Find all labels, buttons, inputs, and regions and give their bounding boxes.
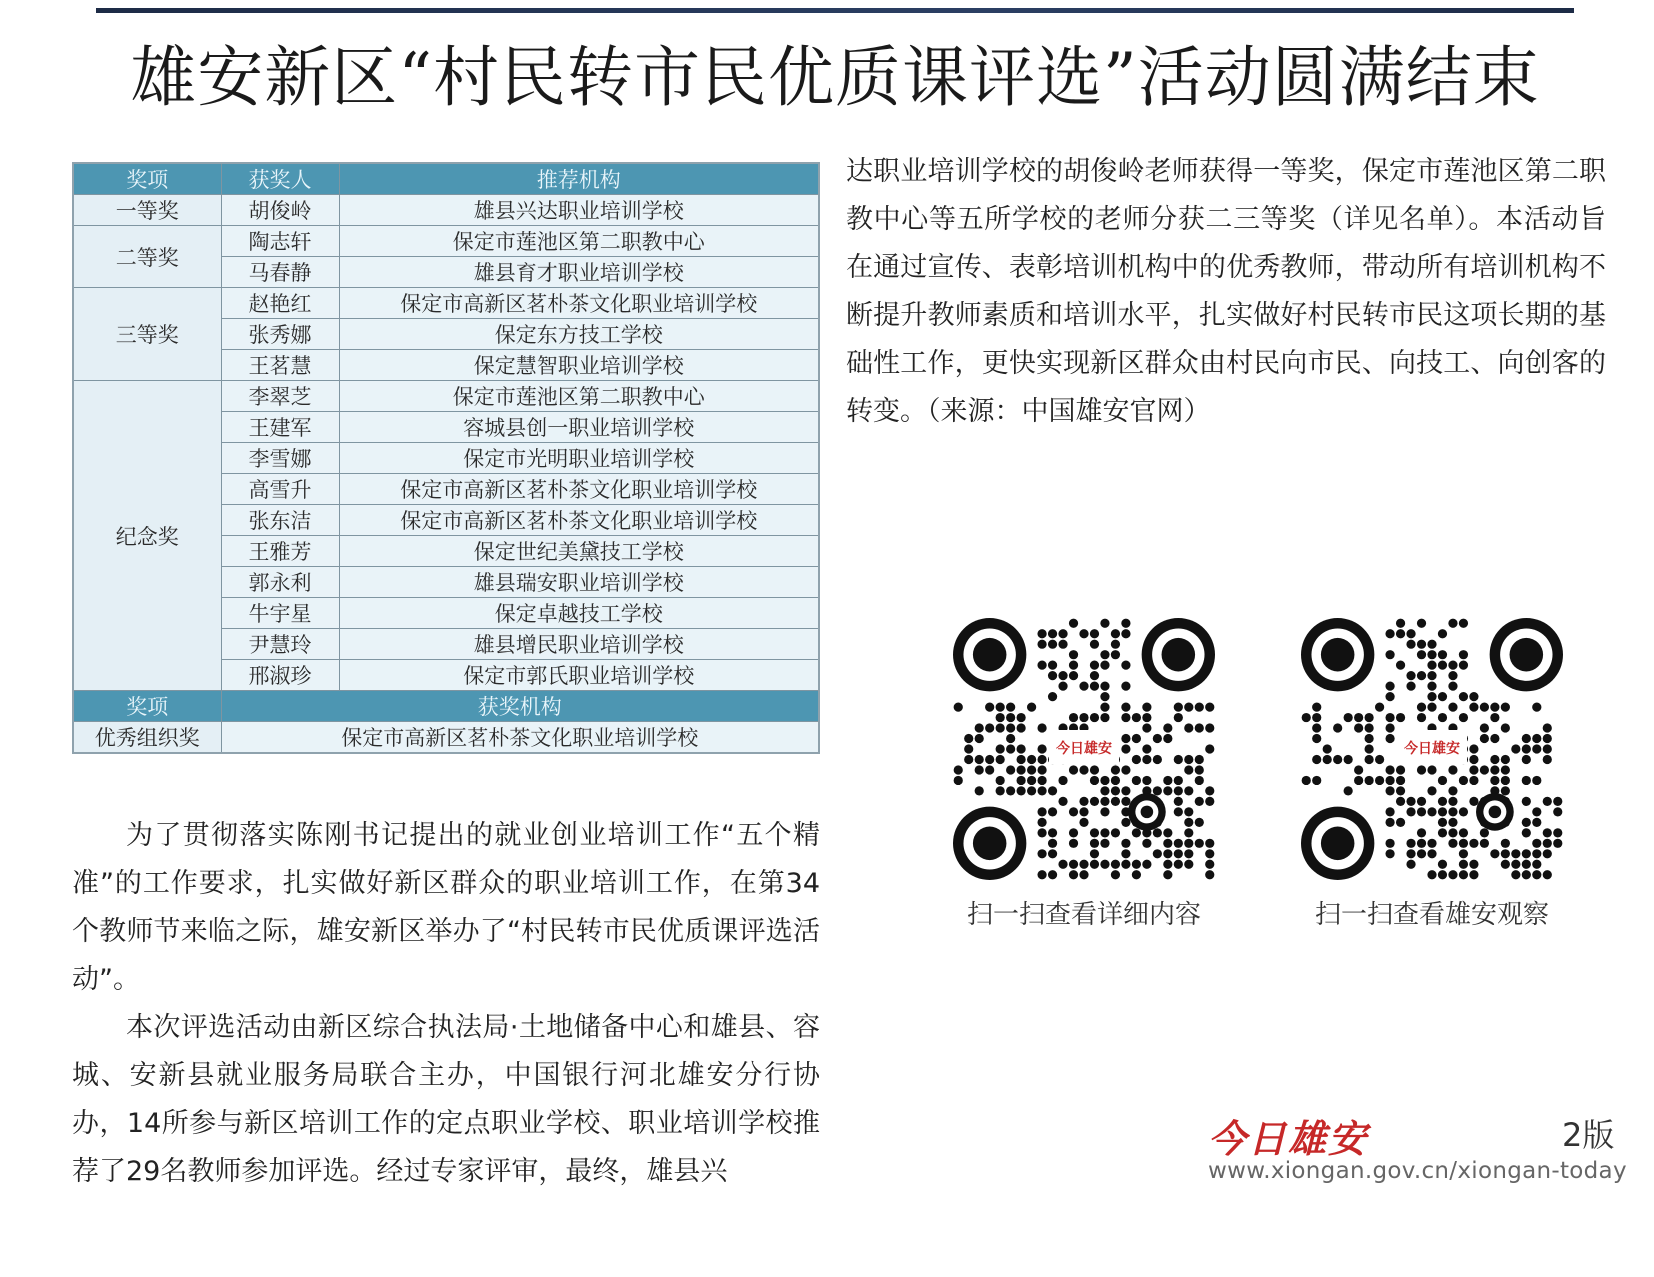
award-category: 纪念奖 xyxy=(73,381,221,691)
winner-name: 马春静 xyxy=(221,257,339,288)
article-paragraph: 本次评选活动由新区综合执法局·土地储备中心和雄县、容城、安新县就业服务局联合主办，中国银行河北雄安分行协办，14所参与新区培训工作的定点职业学校、职业培训学校推荐了29名教师参加评选。经过专家评审，最终，雄县兴 xyxy=(72,1012,820,1187)
winner-name: 李雪娜 xyxy=(221,443,339,474)
qr-center-logo: 今日雄安 xyxy=(1404,741,1460,757)
header-winning-org: 获奖机构 xyxy=(221,691,819,722)
winner-name: 胡俊岭 xyxy=(221,195,339,226)
qr-block-observe xyxy=(1282,618,1582,931)
article-left-column xyxy=(72,812,820,1196)
winner-name: 牛宇星 xyxy=(221,598,339,629)
top-rule xyxy=(96,8,1574,13)
recommending-org: 容城县创一职业培训学校 xyxy=(339,412,819,443)
recommending-org: 保定世纪美黛技工学校 xyxy=(339,536,819,567)
winner-name: 张东洁 xyxy=(221,505,339,536)
recommending-org: 保定市高新区茗朴茶文化职业培训学校 xyxy=(339,474,819,505)
winner-name: 王茗慧 xyxy=(221,350,339,381)
table-row xyxy=(73,381,819,412)
page-headline: 雄安新区“村民转市民优质课评选”活动圆满结束 xyxy=(130,39,1540,116)
recommending-org: 保定市莲池区第二职教中心 xyxy=(339,226,819,257)
award-category: 一等奖 xyxy=(73,195,221,226)
recommending-org: 保定慧智职业培训学校 xyxy=(339,350,819,381)
winner-name: 高雪升 xyxy=(221,474,339,505)
winner-name: 李翠芝 xyxy=(221,381,339,412)
recommending-org: 保定市光明职业培训学校 xyxy=(339,443,819,474)
winner-name: 王建军 xyxy=(221,412,339,443)
recommending-org: 保定市高新区茗朴茶文化职业培训学校 xyxy=(339,288,819,319)
site-url[interactable]: www.xiongan.gov.cn/xiongan-today xyxy=(1208,1158,1627,1184)
table-row xyxy=(73,195,819,226)
winner-name: 陶志轩 xyxy=(221,226,339,257)
article-paragraph: 达职业培训学校的胡俊岭老师获得一等奖，保定市莲池区第二职教中心等五所学校的老师分获二三等奖（详见名单）。本活动旨在通过宣传、表彰培训机构中的优秀教师，带动所有培训机构不断提升教师素质和培训水平，扎实做好村民转市民这项长期的基础性工作，更快实现新区群众由村民向市民、向技工、向创客的转变。（来源：中国雄安官网） xyxy=(846,156,1606,427)
award-category: 二等奖 xyxy=(73,226,221,288)
article-right-column xyxy=(846,148,1606,436)
table-row xyxy=(73,722,819,754)
winner-name: 赵艳红 xyxy=(221,288,339,319)
edition-label: 2版 xyxy=(1562,1116,1615,1154)
winner-name: 尹慧玲 xyxy=(221,629,339,660)
winner-name: 王雅芳 xyxy=(221,536,339,567)
header-org: 推荐机构 xyxy=(339,163,819,195)
table-header-row xyxy=(73,163,819,195)
qr-caption-observe: 扫一扫查看雄安观察 xyxy=(1314,900,1549,930)
article-paragraph: 为了贯彻落实陈刚书记提出的就业创业培训工作“五个精准”的工作要求，扎实做好新区群众的职业培训工作，在第34个教师节来临之际，雄安新区举办了“村民转市民优质课评选活动”。 xyxy=(72,820,820,995)
recommending-org: 雄县兴达职业培训学校 xyxy=(339,195,819,226)
recommending-org: 保定市莲池区第二职教中心 xyxy=(339,381,819,412)
winner-name: 郭永利 xyxy=(221,567,339,598)
qr-code-observe[interactable] xyxy=(1301,618,1563,880)
winner-name: 邢淑珍 xyxy=(221,660,339,691)
award-table xyxy=(72,162,820,754)
header-award: 奖项 xyxy=(73,691,221,722)
qr-code-details[interactable] xyxy=(953,618,1215,880)
award-category: 优秀组织奖 xyxy=(73,722,221,754)
award-category: 三等奖 xyxy=(73,288,221,381)
header-award: 奖项 xyxy=(73,163,221,195)
qr-block-details xyxy=(934,618,1234,931)
qr-caption-details: 扫一扫查看详细内容 xyxy=(966,900,1201,930)
recommending-org: 保定卓越技工学校 xyxy=(339,598,819,629)
qr-center-logo: 今日雄安 xyxy=(1056,741,1112,757)
header-winner: 获奖人 xyxy=(221,163,339,195)
brand-logo: 今日雄安 xyxy=(1208,1116,1369,1161)
recommending-org: 雄县增民职业培训学校 xyxy=(339,629,819,660)
table-row xyxy=(73,288,819,319)
table-row xyxy=(73,226,819,257)
winning-org: 保定市高新区茗朴茶文化职业培训学校 xyxy=(221,722,819,754)
recommending-org: 保定市高新区茗朴茶文化职业培训学校 xyxy=(339,505,819,536)
recommending-org: 雄县育才职业培训学校 xyxy=(339,257,819,288)
org-header-row xyxy=(73,691,819,722)
recommending-org: 保定东方技工学校 xyxy=(339,319,819,350)
winner-name: 张秀娜 xyxy=(221,319,339,350)
recommending-org: 保定市郭氏职业培训学校 xyxy=(339,660,819,691)
recommending-org: 雄县瑞安职业培训学校 xyxy=(339,567,819,598)
